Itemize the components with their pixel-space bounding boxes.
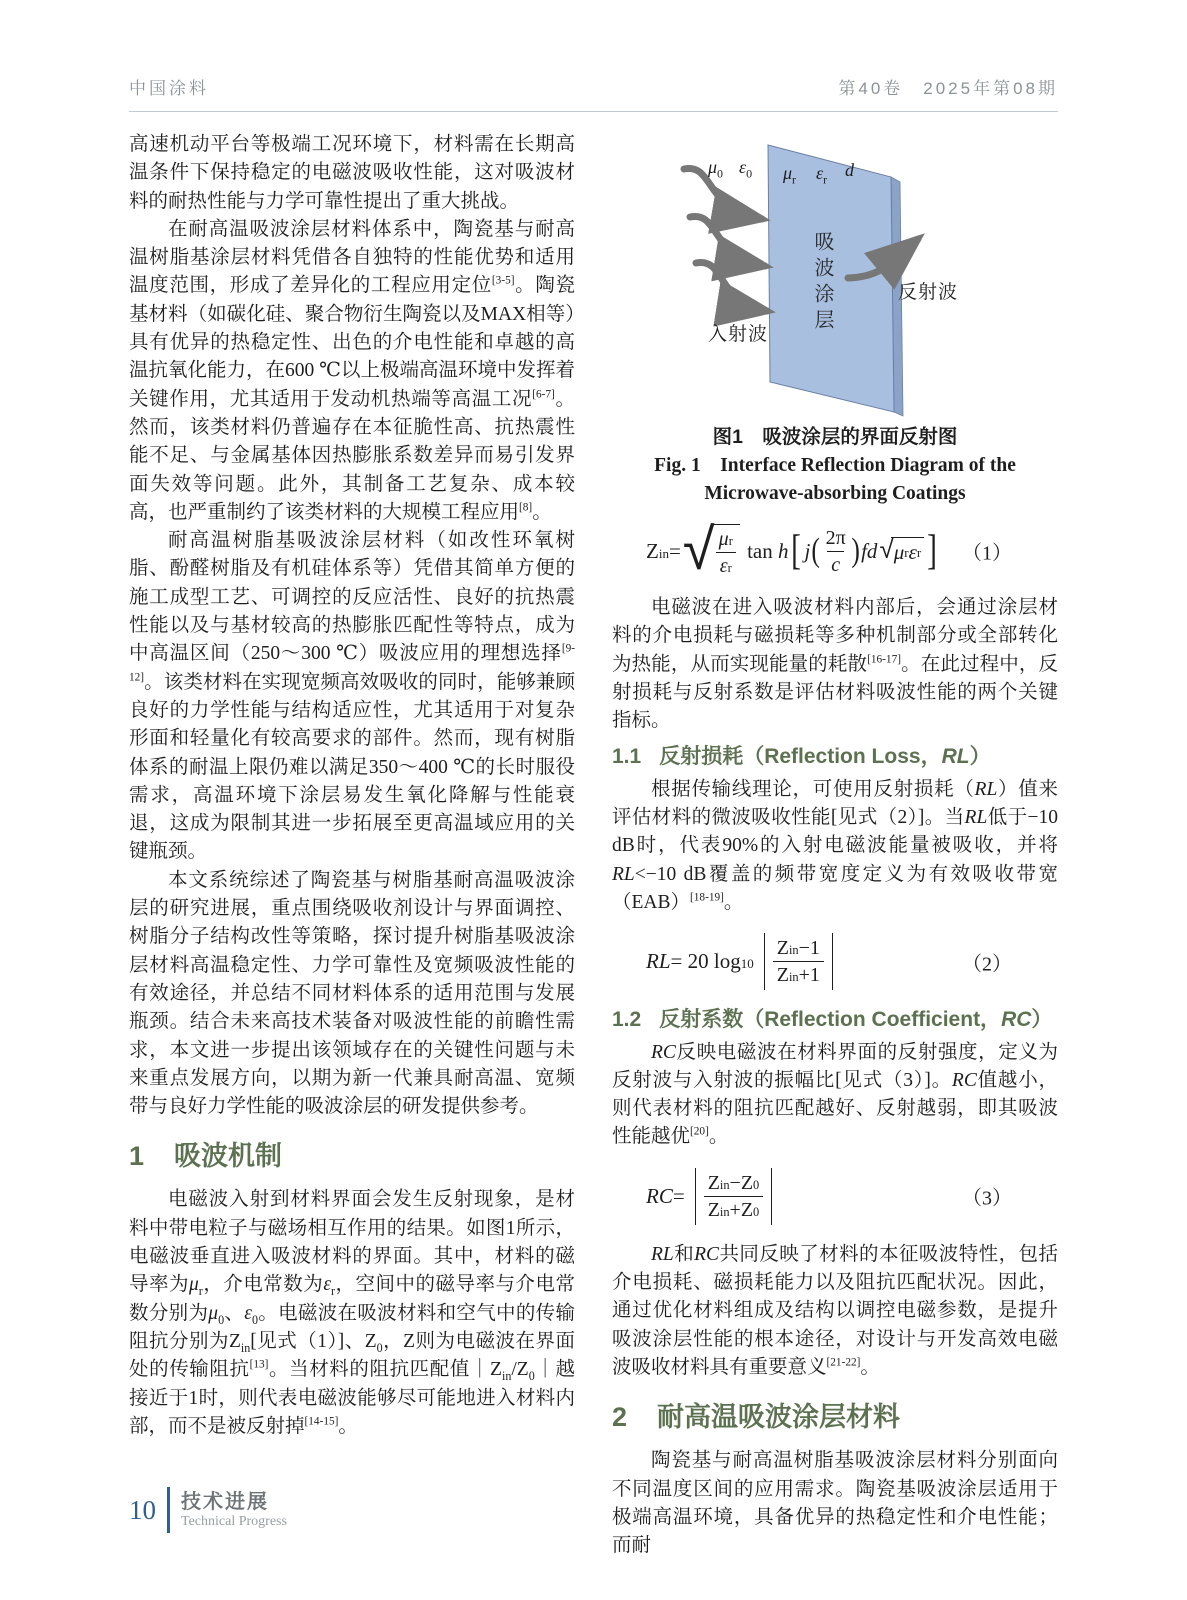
paragraph-ceramic-overview: 在耐高温吸波涂层材料体系中，陶瓷基与耐高温树脂基涂层材料凭借各自独特的性能优势和适用温度范围，形成了差异化的工程应用定位[3-5]。陶瓷基材料（如碳化硅、聚合物衍生陶瓷以及MAX相等）具有优异的热稳定性、出色的介电性能和卓越的高温抗氧化能力，在600 ℃以上极端高温环境中发挥着关键作用，尤其适用于发动机热端等高温工况[6-7]。然而，该类材料仍普遍存在本征脆性高、抗热震性能不足、与金属基体因热膨胀系数差异而易引发界面失效等问题。此外，其制备工艺复杂、成本较高，也严重制约了该类材料的大规模工程应用[8]。 bbox=[129, 218, 575, 523]
radical: √ μ r ε r bbox=[879, 537, 924, 565]
figure-1-diagram bbox=[612, 131, 1058, 421]
issue-info: 第40卷 2025年第08期 bbox=[838, 79, 1058, 98]
equation-number: （3） bbox=[962, 1187, 1012, 1210]
label-mu0: $\mu_0$ bbox=[708, 157, 724, 181]
column-name-zh: 技术进展 bbox=[181, 1490, 269, 1513]
section-title: 耐高温吸波涂层材料 bbox=[657, 1402, 901, 1433]
page-body bbox=[129, 131, 1058, 1560]
equation-3-body: RC = Z in −Z 0 Z in +Z 0 bbox=[646, 1168, 772, 1225]
figure-1-caption bbox=[612, 423, 1058, 508]
section-title: 吸波机制 bbox=[174, 1141, 283, 1172]
subsection-number: 1.2 bbox=[612, 1008, 642, 1032]
journal-name: 中国涂料 bbox=[129, 79, 209, 98]
paragraph-mechanism: 电磁波入射到材料界面会发生反射现象，是材料中带电粒子与磁场相互作用的结果。如图1所示，电磁波垂直进入吸波材料的界面。其中，材料的磁导率为$\mu_r$，介电常数为$\varepsilon_r$，空间中的磁导率与介电常数分别为$\mu_0$、$\varepsilon_0$。电磁波在吸波材料和空气中的传输阻抗分别为$Z_{in}$[见式（1）]、$Z_0$，Z则为电磁波在界面处的传输阻抗[13]。当材料的阻抗匹配值$|Z_{in}/Z_0|$越接近于1时，则代表电磁波能够尽可能地进入材料内部，而不是被反射掉[14-15]。 bbox=[129, 1189, 575, 1437]
subsection-heading-1-1 bbox=[612, 743, 1058, 770]
fraction: $\frac{2\pi}{c}$ bbox=[825, 526, 846, 576]
subsection-title: 反射系数（Reflection Coefficient，RC） bbox=[659, 1008, 1053, 1032]
paragraph-reflection-coefficient: RC反映电磁波在材料界面的反射强度，定义为反射波与入射波的振幅比[见式（3）]。RC值越小，则代表材料的阻抗匹配越好、反射越弱，即其吸波性能越优[20]。 bbox=[612, 1041, 1058, 1148]
column-name-en: Technical Progress bbox=[181, 1513, 287, 1529]
label-reflected-wave: 反射波 bbox=[898, 282, 959, 303]
fraction: μ r ε r bbox=[715, 527, 737, 578]
section-heading-2 bbox=[612, 1402, 1058, 1433]
label-epsr: $\varepsilon_r$ bbox=[816, 163, 828, 187]
equation-2 bbox=[612, 933, 1058, 990]
footer-column-title bbox=[181, 1491, 287, 1530]
section-number: 1 bbox=[129, 1141, 145, 1172]
section-number: 2 bbox=[612, 1402, 628, 1433]
absolute-value bbox=[695, 1168, 773, 1225]
equation-2-body: RL = 20 log 10 Z in −1 Z in +1 bbox=[646, 933, 833, 990]
paragraph-review-scope: 本文系统综述了陶瓷基与树脂基耐高温吸波涂层的研究进展，重点围绕吸收剂设计与界面调控、树脂分子结构改性等策略，探讨提升树脂基吸波涂层材料高温稳定性、力学可靠性及宽频吸波性能的有效途径，并总结不同材料体系的适用范围与发展瓶颈。结合未来高技术装备对吸波性能的前瞻性需求，本文进一步提出该领域存在的关键性问题与未来重点发展方向，以期为新一代兼具耐高温、宽频带与良好力学性能的吸波涂层的研发提供参考。 bbox=[129, 869, 575, 1118]
paragraph-ht-coatings-intro: 陶瓷基与耐高温树脂基吸波涂层材料分别面向不同温度区间的应用需求。陶瓷基吸波涂层适用于极端高温环境，具备优异的热稳定性和介电性能；而耐 bbox=[612, 1450, 1058, 1557]
page-header bbox=[129, 74, 1058, 112]
subsection-number: 1.1 bbox=[612, 745, 642, 769]
subsection-title: 反射损耗（Reflection Loss，RL） bbox=[659, 745, 991, 769]
section-heading-1 bbox=[129, 1141, 575, 1172]
fraction: Z in −1 Z in +1 bbox=[773, 936, 824, 987]
label-eps0: $\varepsilon_0$ bbox=[739, 157, 753, 181]
subsection-heading-1-2 bbox=[612, 1006, 1058, 1033]
caption-zh: 图1 吸波涂层的界面反射图 bbox=[712, 426, 958, 448]
label-mur: $\mu_r$ bbox=[783, 163, 797, 187]
label-incident-wave: 入射波 bbox=[708, 324, 769, 345]
label-d: d bbox=[845, 160, 854, 180]
footer-divider bbox=[167, 1487, 170, 1533]
paragraph-rl-rc-summary: RL和RC共同反映了材料的本征吸波特性，包括介电损耗、磁损耗能力以及阻抗匹配状况。因此，通过优化材料组成及结构以调控电磁参数，是提升吸波涂层性能的根本途径，对设计与开发高效电磁波吸收材料具有重要意义[21-22]。 bbox=[612, 1243, 1058, 1378]
equation-number: （2） bbox=[962, 953, 1012, 976]
incident-wave-arrow-3 bbox=[696, 262, 767, 311]
absolute-value bbox=[764, 933, 833, 990]
equation-number: （1） bbox=[962, 542, 1012, 565]
incident-wave-arrow-2 bbox=[690, 216, 765, 266]
caption-en-line1: Fig. 1 Interface Reflection Diagram of the bbox=[654, 455, 1016, 476]
left-column bbox=[129, 131, 575, 1560]
radical-fraction: √ μ r ε r bbox=[683, 524, 740, 578]
equation-3 bbox=[612, 1168, 1058, 1225]
figure-1 bbox=[612, 131, 1058, 508]
equation-1-body: Z in = √ μ r ε r tan h [ j ( $\frac{2\pi}{c}$ ) fd √ μ r ε r ] bbox=[646, 515, 938, 584]
paragraph-resin-overview: 耐高温树脂基吸波涂层材料（如改性环氧树脂、酚醛树脂及有机硅体系等）凭借其简单方便的施工成型工艺、可调控的反应活性、良好的抗热震性能以及与基材较高的热膨胀匹配性等特点，成为中高温区间（250～300 ℃）吸波应用的理想选择[9-12]。该类材料在实现宽频高效吸收的同时，能够兼顾良好的力学性能与结构适应性，尤其适用于对复杂形面和轻量化有较高要求的部件。然而，现有树脂体系的耐温上限仍难以满足350～400 ℃的长时服役需求，高温环境下涂层易发生氧化降解与性能衰退，这成为限制其进一步拓展至更高温域应用的关键瓶颈。 bbox=[129, 530, 575, 863]
equation-1 bbox=[612, 515, 1058, 584]
paragraph-continuation: 高速机动平台等极端工况环境下，材料需在长期高温条件下保持稳定的电磁波吸收性能，这对吸波材料的耐热性能与力学可靠性提出了重大挑战。 bbox=[129, 134, 575, 212]
right-column bbox=[612, 131, 1058, 1560]
paragraph-reflection-loss: 根据传输线理论，可使用反射损耗（RL）值来评估材料的微波吸收性能[见式（2）]。当RL低于−10 dB时，代表90%的入射电磁波能量被吸收，并将RL<−10 dB覆盖的频带宽度定义为有效吸收带宽（EAB）[18-19]。 bbox=[612, 778, 1058, 913]
page-number: 10 bbox=[129, 1494, 156, 1525]
paragraph-dissipation: 电磁波在进入吸波材料内部后，会通过涂层材料的介电损耗与磁损耗等多种机制部分或全部转化为热能，从而实现能量的耗散[16-17]。在此过程中，反射损耗与反射系数是评估材料吸波性能的两个关键指标。 bbox=[612, 597, 1058, 732]
caption-en-line2: Microwave-absorbing Coatings bbox=[704, 483, 966, 504]
label-coating: 吸波涂层 bbox=[811, 231, 833, 335]
fraction: Z in −Z 0 Z in +Z 0 bbox=[704, 1171, 764, 1222]
page-footer bbox=[129, 1487, 287, 1533]
